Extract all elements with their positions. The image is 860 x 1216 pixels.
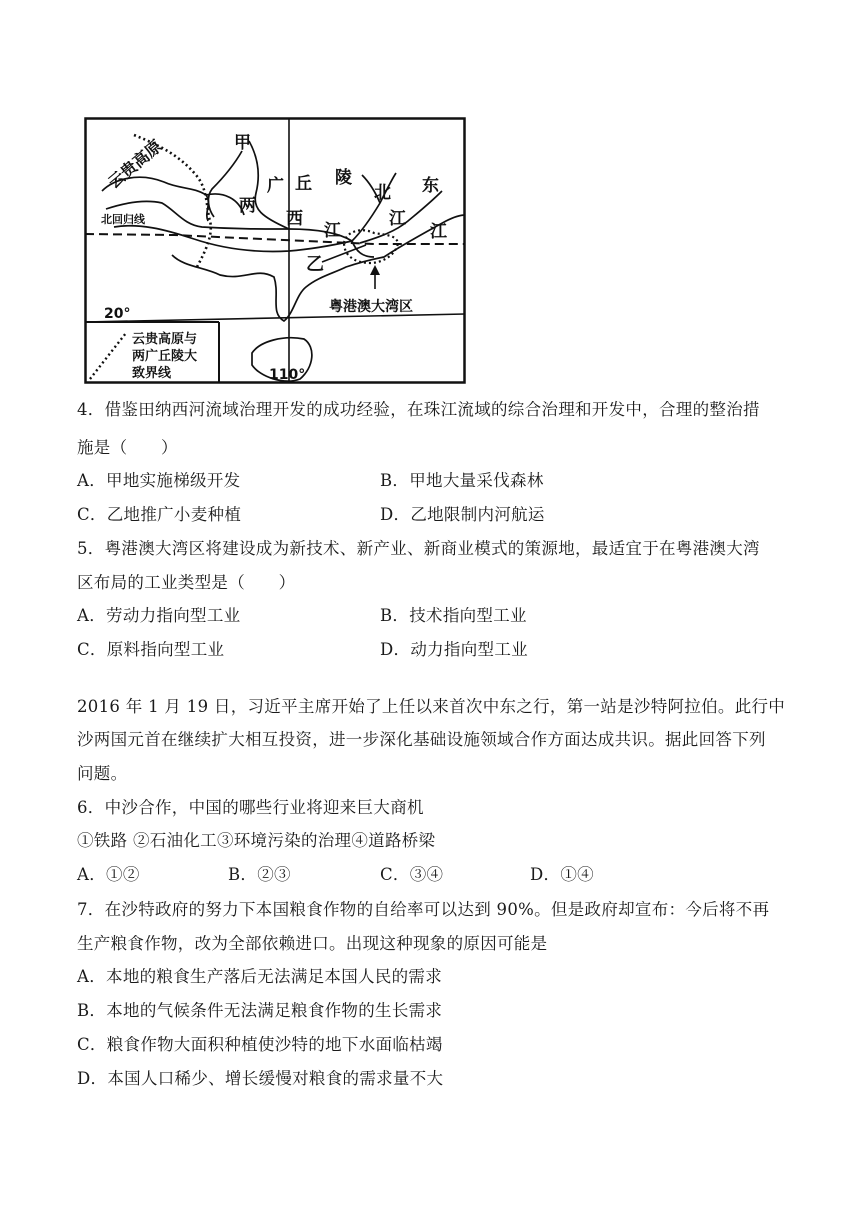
q6-stem: 6．中沙合作，中国的哪些行业将迎来巨大商机	[77, 798, 424, 817]
passage-line2: 沙两国元首在继续扩大相互投资，进一步深化基础设施领域合作方面达成共识。据此回答下列	[77, 730, 766, 749]
legend-line-3: 致界线	[132, 366, 172, 381]
label-lat-20: 20°	[104, 306, 131, 322]
label-liang: 两	[239, 196, 256, 216]
label-yungui: 云贵高原	[104, 136, 166, 193]
q4-option-c: C．乙地推广小麦种植	[77, 505, 242, 524]
q4-stem-line1: 4．借鉴田纳西河流域治理开发的成功经验，在珠江流域的综合治理和开发中，合理的整治措	[77, 400, 760, 419]
label-qiu: 丘	[295, 174, 312, 194]
passage-line3: 问题。	[77, 764, 128, 783]
q7-stem-line2: 生产粮食作物，改为全部依赖进口。出现这种现象的原因可能是	[77, 934, 548, 953]
q6-option-a: A．①②	[77, 865, 140, 884]
legend-line-1: 云贵高原与	[132, 332, 198, 347]
q5-option-b: B．技术指向型工业	[380, 606, 527, 625]
passage-line1: 2016 年 1 月 19 日，习近平主席开始了上任以来首次中东之行，第一站是沙特阿拉伯。此行中	[77, 697, 786, 716]
label-jiang-dong: 江	[430, 222, 447, 242]
q5-stem-line1: 5．粤港澳大湾区将建设成为新技术、新产业、新商业模式的策源地，最适宜于在粤港澳大湾	[77, 539, 760, 558]
label-bei: 北	[374, 183, 391, 203]
label-jiang-xi: 江	[324, 221, 341, 241]
label-guang: 广	[267, 176, 284, 196]
label-jia: 甲	[234, 133, 251, 153]
label-jiang-bei: 江	[389, 209, 406, 229]
label-bay-area: 粤港澳大湾区	[329, 299, 413, 315]
q5-option-a: A．劳动力指向型工业	[77, 606, 241, 625]
pearl-river-map	[84, 117, 466, 384]
q6-option-c: C．③④	[380, 865, 444, 884]
q7-option-d: D．本国人口稀少、增长缓慢对粮食的需求量不大	[77, 1069, 444, 1088]
q4-option-d: D．乙地限制内河航运	[380, 505, 545, 524]
q5-option-c: C．原料指向型工业	[77, 640, 225, 659]
q7-option-c: C．粮食作物大面积种植使沙特的地下水面临枯竭	[77, 1035, 443, 1054]
q5-stem-line2: 区布局的工业类型是（ ）	[77, 573, 296, 592]
q4-option-a: A．甲地实施梯级开发	[77, 471, 241, 490]
label-tropic: 北回归线	[101, 213, 145, 226]
q6-option-d: D．①④	[530, 865, 594, 884]
label-xi: 西	[286, 209, 303, 229]
q7-option-b: B．本地的气候条件无法满足粮食作物的生长需求	[77, 1001, 443, 1020]
q7-stem-line1: 7．在沙特政府的努力下本国粮食作物的自给率可以达到 90%。但是政府却宣布：今后将不再	[77, 900, 770, 919]
q5-option-d: D．动力指向型工业	[380, 640, 528, 659]
label-lon-110: 110°	[269, 367, 306, 383]
q6-option-b: B．②③	[228, 865, 291, 884]
q4-option-b: B．甲地大量采伐森林	[380, 471, 544, 490]
q6-items: ①铁路 ②石油化工③环境污染的治理④道路桥梁	[77, 831, 436, 850]
legend-line-2: 两广丘陵大	[132, 349, 198, 364]
label-yi: 乙	[306, 254, 324, 275]
label-ling: 陵	[335, 168, 352, 188]
q7-option-a: A．本地的粮食生产落后无法满足本国人民的需求	[77, 967, 443, 986]
label-dong: 东	[422, 176, 439, 196]
q4-stem-line2: 施是（ ）	[77, 438, 178, 457]
